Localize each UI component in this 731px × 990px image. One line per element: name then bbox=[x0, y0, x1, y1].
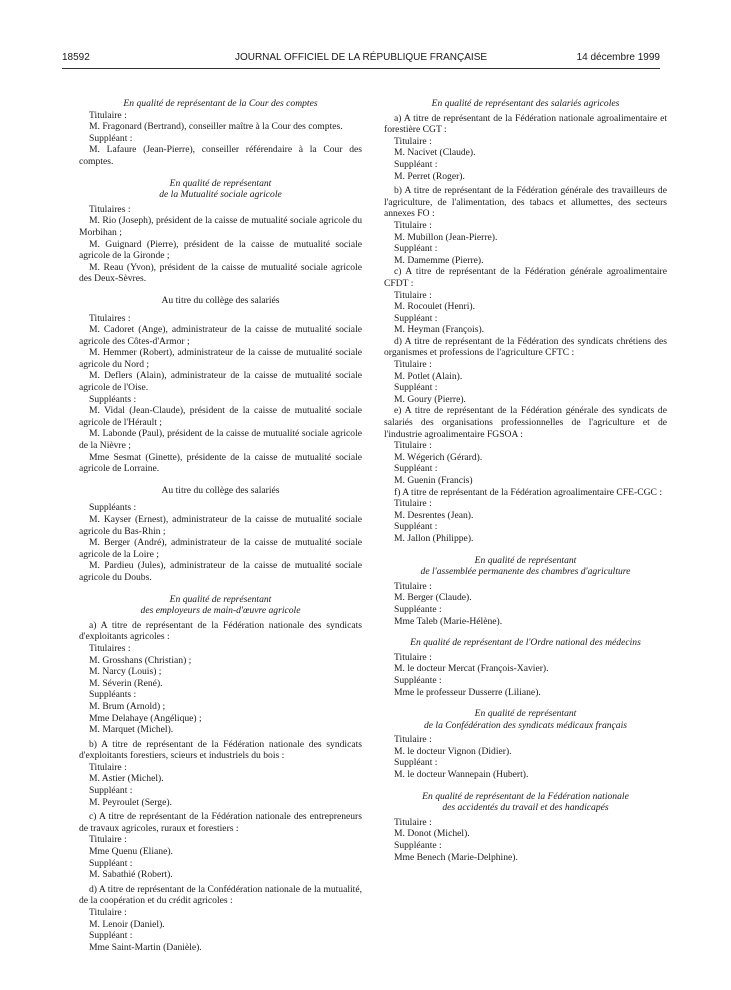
organisation-entry: f) A titre de représentant de la Fédération agroalimentaire CFE-CGC : bbox=[394, 486, 663, 498]
member-entry: M. Berger (André), administrateur de la caisse de mutualité sociale agricole de la Loire ; bbox=[79, 537, 362, 560]
member-entry: Mme Benech (Marie-Delphine). bbox=[394, 851, 518, 863]
role-label: Suppléant : bbox=[394, 243, 438, 255]
section-heading: des employeurs de main-d'œuvre agricole bbox=[140, 605, 301, 617]
role-label: Suppléant : bbox=[89, 857, 133, 869]
role-label: Suppléant : bbox=[394, 382, 438, 394]
role-label: Titulaires : bbox=[89, 642, 131, 654]
role-label: Titulaire : bbox=[394, 289, 432, 301]
role-label: Titulaire : bbox=[394, 440, 432, 452]
organisation-entry: b) A titre de représentant de la Fédération générale des travailleurs de l'agriculture, de l'alimentation, des tabacs et allumettes, des secteurs annexes FO : bbox=[384, 185, 667, 220]
member-entry: M. Reau (Yvon), président de la caisse de mutualité sociale agricole des Deux-Sèvres. bbox=[79, 261, 362, 285]
journal-title: JOURNAL OFFICIEL DE LA RÉPUBLIQUE FRANÇAISE bbox=[234, 52, 488, 63]
member-entry: M. Wégerich (Gérard). bbox=[394, 451, 483, 463]
role-label: Titulaire : bbox=[394, 734, 432, 746]
role-label: Titulaire : bbox=[394, 219, 432, 231]
role-label: Titulaire : bbox=[394, 135, 432, 147]
college-heading: Au titre du collège des salariés bbox=[161, 294, 280, 306]
member-entry: M. Nacivet (Claude). bbox=[394, 147, 476, 159]
page-header bbox=[62, 52, 660, 68]
member-entry: M. Séverin (René). bbox=[89, 677, 163, 689]
header-rule bbox=[62, 68, 660, 69]
member-entry: M. Guenin (Francis) bbox=[394, 475, 473, 486]
member-entry: M. Sabathié (Robert). bbox=[89, 869, 173, 881]
role-label: Suppléant : bbox=[394, 463, 438, 475]
role-label: Titulaire : bbox=[394, 580, 432, 592]
member-entry: M. Fragonard (Bertrand), conseiller maître à la Cour des comptes. bbox=[89, 121, 343, 133]
role-label: Titulaire : bbox=[89, 834, 127, 846]
role-label: Suppléant : bbox=[394, 757, 438, 769]
member-entry: M. Potlet (Alain). bbox=[394, 370, 463, 382]
member-entry: M. Jallon (Philippe). bbox=[394, 532, 474, 544]
section-heading: En qualité de représentant de l'Ordre national des médecins bbox=[410, 637, 641, 649]
member-entry: M. le docteur Wannepain (Hubert). bbox=[394, 769, 529, 781]
section-heading: En qualité de représentant bbox=[169, 593, 272, 605]
role-label: Suppléante : bbox=[394, 603, 442, 615]
role-label: Titulaires : bbox=[89, 203, 131, 215]
member-entry: M. Pardieu (Jules), administrateur de la caisse de mutualité sociale agricole du Doubs. bbox=[79, 560, 362, 583]
member-entry: M. Mubillon (Jean-Pierre). bbox=[394, 231, 498, 243]
organisation-entry: e) A titre de représentant de la Fédération générale des syndicats de salariés des organisations professionnelles de l'agriculture et de l'industrie agroalimentaire FGSOA : bbox=[384, 405, 667, 440]
member-entry: M. Brum (Arnold) ; bbox=[89, 700, 166, 712]
member-entry: M. Deflers (Alain), administrateur de la caisse de mutualité sociale agricole de l'Oise. bbox=[79, 370, 362, 394]
left-column bbox=[79, 98, 362, 953]
organisation-entry: d) A titre de représentant de la Fédération des syndicats chrétiens des organismes et professions de l'agriculture CFTC : bbox=[384, 335, 667, 359]
organisation-entry: d) A titre de représentant de la Confédération nationale de la mutualité, de la coopération et du crédit agricoles : bbox=[79, 883, 362, 907]
member-entry: M. Donot (Michel). bbox=[394, 828, 470, 840]
role-label: Suppléants : bbox=[89, 689, 137, 701]
role-label: Suppléant : bbox=[89, 132, 133, 144]
organisation-entry: b) A titre de représentant de la Fédération nationale des syndicats d'exploitants forestiers, scieurs et industriels du bois : bbox=[79, 738, 362, 762]
member-entry: M. Cadoret (Ange), administrateur de la caisse de mutualité sociale agricole des Côtes-d'Armor ; bbox=[79, 324, 362, 347]
member-entry: M. Peyroulet (Serge). bbox=[89, 796, 172, 808]
role-label: Suppléant : bbox=[394, 158, 438, 170]
role-label: Titulaire : bbox=[394, 498, 432, 510]
member-entry: M. Narcy (Louis) ; bbox=[89, 666, 162, 678]
college-heading: Au titre du collège des salariés bbox=[161, 484, 280, 496]
member-entry: M. Guignard (Pierre), président de la caisse de mutualité sociale agricole de la Gironde ; bbox=[79, 238, 362, 262]
role-label: Titulaire : bbox=[89, 109, 127, 121]
right-column bbox=[384, 98, 667, 863]
member-entry: M. Labonde (Paul), président de la caisse de mutualité sociale agricole de la Nièvre ; bbox=[79, 428, 362, 452]
member-entry: M. Hemmer (Robert), administrateur de la caisse de mutualité sociale agricole du Nord ; bbox=[79, 347, 362, 370]
role-label: Titulaire : bbox=[89, 907, 127, 918]
member-entry: Mme le professeur Dusserre (Liliane). bbox=[394, 686, 541, 698]
role-label: Suppléant : bbox=[89, 930, 133, 942]
member-entry: M. Rio (Joseph), président de la caisse de mutualité sociale agricole du Morbihan ; bbox=[79, 215, 362, 238]
role-label: Titulaires : bbox=[89, 312, 131, 324]
role-label: Titulaire : bbox=[89, 761, 127, 773]
role-label: Titulaire : bbox=[394, 359, 432, 371]
role-label: Suppléants : bbox=[89, 502, 137, 514]
role-label: Suppléant : bbox=[394, 312, 438, 324]
role-label: Titulaire : bbox=[394, 816, 432, 828]
page-number: 18592 bbox=[62, 52, 90, 63]
role-label: Suppléant : bbox=[89, 785, 133, 797]
member-entry: M. Grosshans (Christian) ; bbox=[89, 654, 192, 666]
publication-date: 14 décembre 1999 bbox=[576, 52, 660, 63]
member-entry: M. Lenoir (Daniel). bbox=[89, 918, 165, 930]
member-entry: M. le docteur Vignon (Didier). bbox=[394, 745, 512, 757]
member-entry: M. Kayser (Ernest), administrateur de la caisse de mutualité sociale agricole du Bas-Rhin ; bbox=[79, 514, 362, 537]
member-entry: M. Berger (Claude). bbox=[394, 592, 472, 604]
section-heading: de la Mutualité sociale agricole bbox=[159, 189, 282, 201]
organisation-entry: c) A titre de représentant de la Fédération générale agroalimentaire CFDT : bbox=[384, 266, 667, 289]
section-heading: En qualité de représentant bbox=[474, 708, 577, 720]
section-heading: des accidentés du travail et des handicapés bbox=[442, 802, 609, 814]
member-entry: M. le docteur Mercat (François-Xavier). bbox=[394, 663, 549, 675]
section-heading: de l'assemblée permanente des chambres d'agriculture bbox=[420, 566, 631, 578]
role-label: Suppléante : bbox=[394, 674, 442, 686]
organisation-entry: a) A titre de représentant de la Fédération nationale agroalimentaire et forestière CGT : bbox=[384, 112, 667, 136]
role-label: Suppléants : bbox=[89, 393, 137, 405]
member-entry: M. Heyman (François). bbox=[394, 324, 485, 336]
organisation-entry: a) A titre de représentant de la Fédération nationale des syndicats d'exploitants agricoles : bbox=[79, 619, 362, 643]
section-heading: En qualité de représentant bbox=[169, 177, 272, 189]
section-heading: En qualité de représentant de la Fédération nationale bbox=[422, 790, 629, 802]
member-entry: M. Rocoulet (Henri). bbox=[394, 301, 475, 313]
member-entry: M. Desrentes (Jean). bbox=[394, 509, 474, 521]
role-label: Suppléante : bbox=[394, 840, 442, 852]
section-heading: En qualité de représentant de la Cour des comptes bbox=[123, 98, 318, 109]
member-entry: Mme Taleb (Marie-Hélène). bbox=[394, 615, 503, 627]
member-entry: M. Marquet (Michel). bbox=[89, 724, 174, 736]
member-entry: M. Damemme (Pierre). bbox=[394, 254, 484, 266]
role-label: Suppléant : bbox=[394, 521, 438, 533]
role-label: Titulaire : bbox=[394, 651, 432, 663]
member-entry: M. Goury (Pierre). bbox=[394, 393, 466, 405]
member-entry: M. Astier (Michel). bbox=[89, 773, 164, 785]
member-entry: M. Vidal (Jean-Claude), président de la caisse de mutualité sociale agricole de l'Hérault ; bbox=[79, 405, 362, 428]
section-heading: En qualité de représentant des salariés agricoles bbox=[431, 98, 620, 109]
organisation-entry: c) A titre de représentant de la Fédération nationale des entrepreneurs de travaux agricoles, ruraux et forestiers : bbox=[79, 811, 362, 834]
section-heading: En qualité de représentant bbox=[474, 554, 577, 566]
member-entry: Mme Quenu (Eliane). bbox=[89, 846, 173, 858]
section-heading: de la Confédération des syndicats médicaux français bbox=[423, 719, 628, 731]
member-entry: Mme Saint-Martin (Danièle). bbox=[89, 941, 202, 953]
member-entry: Mme Delahaye (Angélique) ; bbox=[89, 712, 202, 724]
member-entry: Mme Sesmat (Ginette), présidente de la caisse de mutualité sociale agricole de Lorraine. bbox=[79, 451, 362, 475]
member-entry: M. Perret (Roger). bbox=[394, 170, 465, 182]
member-entry: M. Lafaure (Jean-Pierre), conseiller référendaire à la Cour des comptes. bbox=[79, 144, 362, 167]
